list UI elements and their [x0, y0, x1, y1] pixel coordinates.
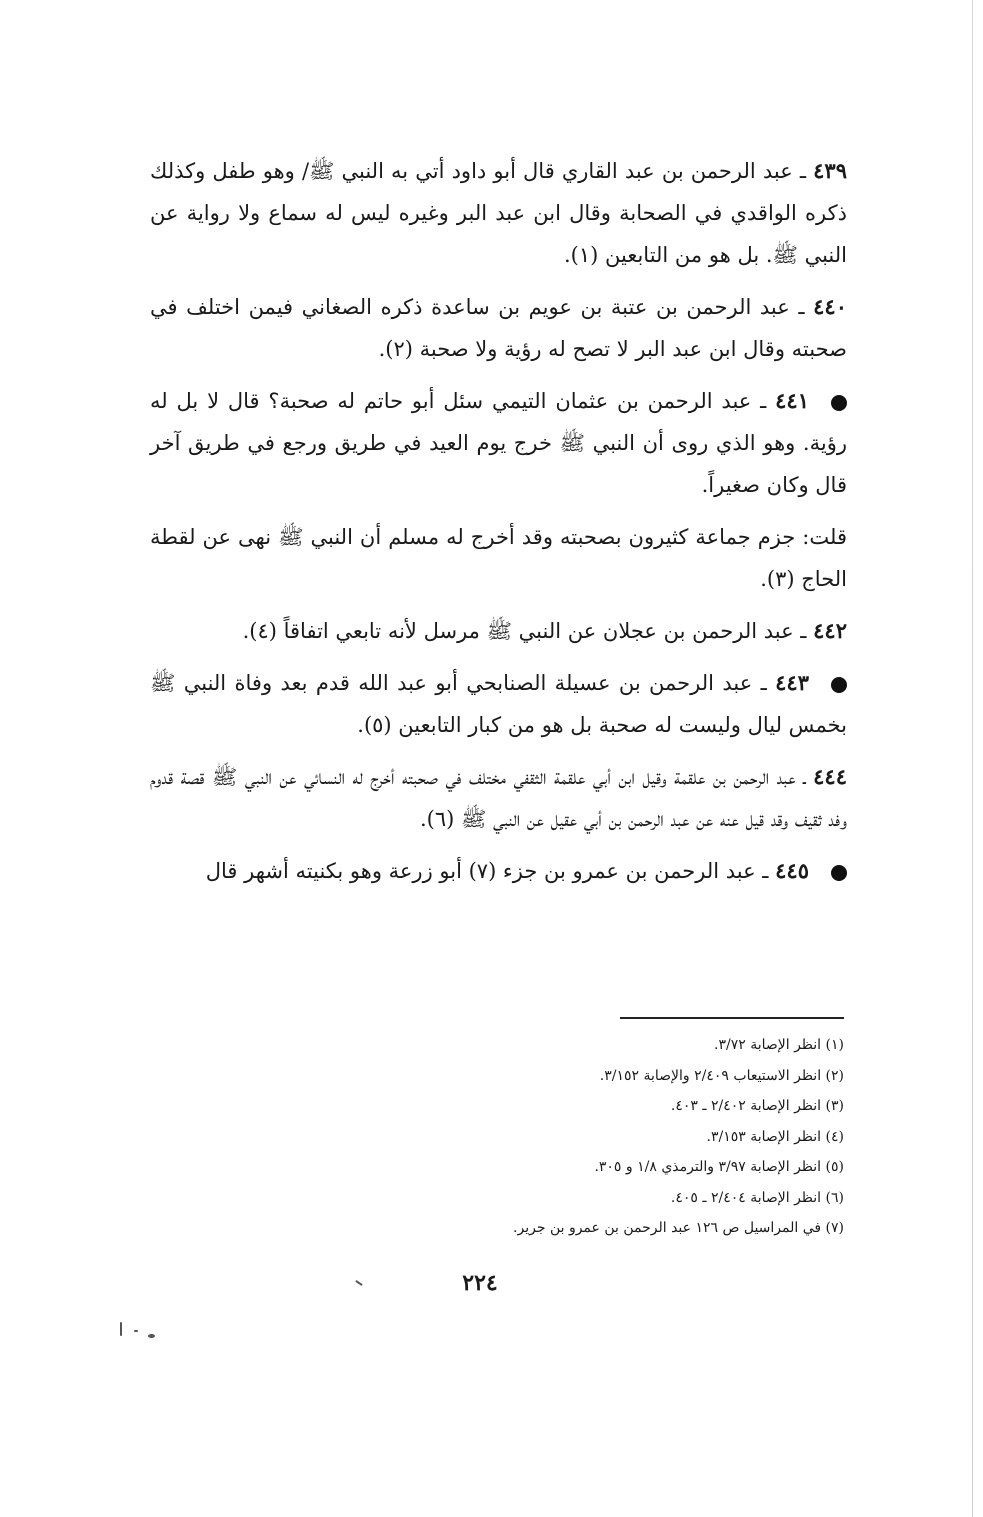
- scan-speck: [134, 1330, 138, 1332]
- entry-text: ـ عبد الرحمن بن عجلان عن النبي ﷺ مرسل لأنه تابعي اتفاقاً (٤).: [242, 619, 807, 643]
- entry-443: [150, 662, 847, 746]
- entry-number: ٤٤١: [775, 388, 809, 413]
- scan-speck: [148, 1334, 155, 1338]
- entry-text: ـ عبد الرحمن بن عتبة بن عويم بن ساعدة ذكره الصغاني فيمن اختلف في صحبته وقال ابن عبد البر لا تصح له رؤية ولا صحبة (٢).: [150, 295, 847, 361]
- entry-text: ـ عبد الرحمن بن عمرو بن جزء (٧) أبو زرعة وهو بكنيته أشهر قال: [205, 859, 769, 883]
- footnote-4: (٤) انظر الإصابة ٣/١٥٣.: [706, 1128, 844, 1145]
- entry-number: ٤٣٩: [813, 158, 847, 183]
- bullet-icon: [831, 865, 847, 881]
- entry-text: ـ عبد الرحمن بن عبد القاري قال أبو داود أتي به النبي ﷺ/ وهو طفل وكذلك ذكره الواقدي في الصحابة وقال ابن عبد البر وغيره ليس له سماع ولا رواية عن النبي ﷺ. بل هو من التابعين (١).: [150, 159, 847, 267]
- entry-441-note: [150, 516, 847, 600]
- entry-number: ٤٤٤: [813, 764, 847, 789]
- footnote-3: (٣) انظر الإصابة ٢/٤٠٢ ـ ٤٠٣.: [670, 1098, 844, 1114]
- page-number: ٢٢٤: [462, 1270, 498, 1296]
- entry-445: [150, 850, 847, 892]
- entry-number: ٤٤٠: [813, 294, 847, 319]
- main-text: [150, 150, 847, 902]
- entry-number: ٤٤٣: [775, 670, 809, 695]
- entry-text: ـ عبد الرحمن بن عثمان التيمي سئل أبو حاتم له صحبة؟ قال لا بل له رؤية. وهو الذي روى أن النبي ﷺ خرج يوم العيد في طريق ورجع في طريق آخر قال وكان صغيراً.: [150, 389, 847, 497]
- entry-text: قلت: جزم جماعة كثيرون بصحبته وقد أخرج له مسلم أن النبي ﷺ نهى عن لقطة الحاج (٣).: [150, 525, 847, 591]
- entry-number: ٤٤٢: [813, 618, 847, 643]
- footnote-5: (٥) انظر الإصابة ٣/٩٧ والترمذي ١/٨ و ٣٠٥.: [594, 1159, 844, 1175]
- scan-speck: [355, 1280, 363, 1286]
- entry-439: [150, 150, 847, 276]
- bullet-icon: [831, 677, 847, 693]
- bullet-icon: [831, 395, 847, 411]
- entry-442: [150, 610, 847, 652]
- entry-441: [150, 380, 847, 506]
- entry-number: ٤٤٥: [775, 858, 809, 883]
- footnote-2: (٢) انظر الاستيعاب ٢/٤٠٩ والإصابة ٣/١٥٢.: [599, 1067, 844, 1084]
- footnote-6: (٦) انظر الإصابة ٢/٤٠٤ ـ ٤٠٥.: [670, 1189, 844, 1206]
- footnote-1: (١) انظر الإصابة ٣/٧٢.: [714, 1037, 844, 1053]
- footnotes: [400, 1030, 844, 1244]
- entry-444: [150, 756, 847, 840]
- entry-text: ـ عبد الرحمن بن علقمة وقيل ابن أبي علقمة الثقفي مختلف في صحبته أخرج له النسائي عن النبي ﷺ قصة قدوم وفد ثقيف وقد قيل عنه عن عبد الرحمن بن أبي عقيل عن النبي ﷺ (٦).: [150, 765, 847, 831]
- entry-440: [150, 286, 847, 370]
- footnote-divider: [620, 1017, 844, 1019]
- entry-text: ـ عبد الرحمن بن عسيلة الصنابحي أبو عبد الله قدم بعد وفاة النبي ﷺ بخمس ليال وليست له صحبة بل هو من كبار التابعين (٥).: [150, 671, 847, 737]
- page-edge-line: [972, 0, 973, 1517]
- footnote-7: (٧) في المراسيل ص ١٢٦ عبد الرحمن بن عمرو بن جرير.: [513, 1220, 844, 1236]
- scan-speck: [120, 1322, 122, 1336]
